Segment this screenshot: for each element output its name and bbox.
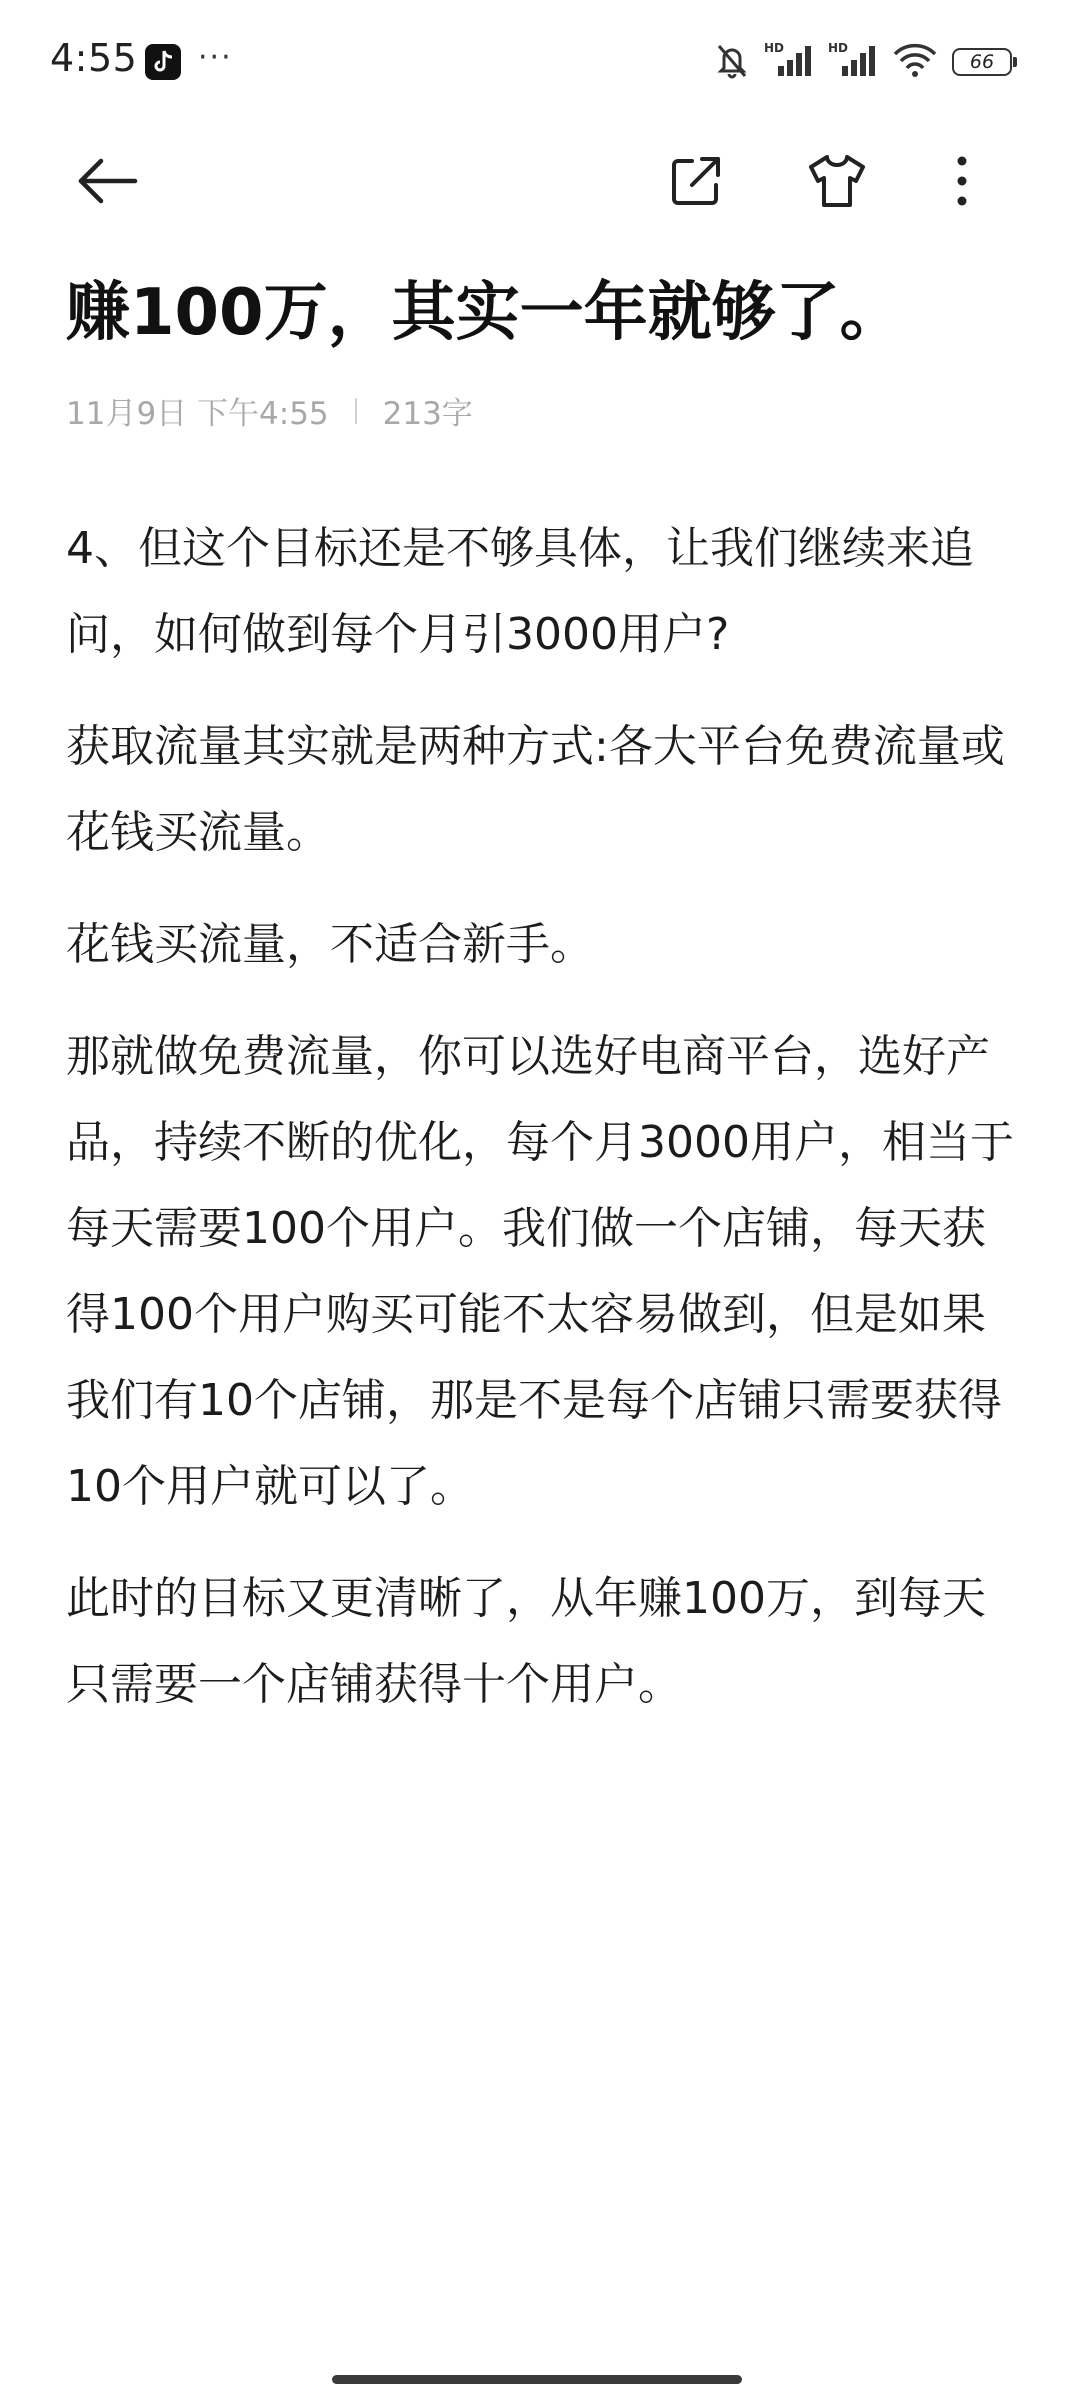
- note-toolbar: [0, 130, 1080, 230]
- svg-text:HD: HD: [764, 41, 785, 55]
- note-body[interactable]: [66, 506, 1026, 1754]
- battery-icon: 66: [952, 48, 1012, 76]
- back-button[interactable]: [72, 148, 142, 218]
- more-notifications-icon: ···: [198, 40, 233, 75]
- more-vertical-icon: [955, 155, 969, 211]
- note-meta: [66, 388, 473, 433]
- tiktok-icon: [145, 44, 181, 80]
- svg-text:HD: HD: [828, 41, 849, 55]
- note-date: 11月9日 下午4:55: [66, 396, 329, 432]
- paragraph[interactable]: 花钱买流量，不适合新手。: [66, 919, 594, 970]
- hd-signal-icon: [764, 40, 814, 84]
- paragraph[interactable]: 4、但这个目标还是不够具体，让我们继续来追问，如何做到每个月引3000用户?: [66, 523, 974, 660]
- theme-shirt-icon: [807, 153, 867, 213]
- status-time: 4:55: [50, 36, 138, 80]
- paragraph[interactable]: 此时的目标又更清晰了，从年赚100万，到每天只需要一个店铺获得十个用户。: [66, 1573, 986, 1710]
- more-button[interactable]: [927, 148, 997, 218]
- hd-signal-icon-2: [828, 40, 878, 84]
- back-arrow-icon: [75, 157, 139, 209]
- status-icons: [714, 40, 1012, 84]
- word-count: 213字: [382, 396, 473, 432]
- paragraph[interactable]: 获取流量其实就是两种方式:各大平台免费流量或花钱买流量。: [66, 721, 1005, 858]
- theme-button[interactable]: [802, 148, 872, 218]
- note-title[interactable]: 赚100万，其实一年就够了。: [66, 276, 904, 350]
- mute-bell-icon: [714, 40, 750, 84]
- meta-divider: [355, 398, 357, 424]
- paragraph[interactable]: 那就做免费流量，你可以选好电商平台，选好产品，持续不断的优化，每个月3000用户，相当于每天需要100个用户。我们做一个店铺，每天获得100个用户购买可能不太容易做到，但是如果我们有10个店铺，那是不是每个店铺只需要获得10个用户就可以了。: [66, 1031, 1014, 1512]
- share-icon: [668, 153, 724, 213]
- wifi-icon: [892, 40, 938, 84]
- status-bar: [0, 0, 1080, 120]
- share-button[interactable]: [661, 148, 731, 218]
- home-indicator[interactable]: [332, 2375, 742, 2384]
